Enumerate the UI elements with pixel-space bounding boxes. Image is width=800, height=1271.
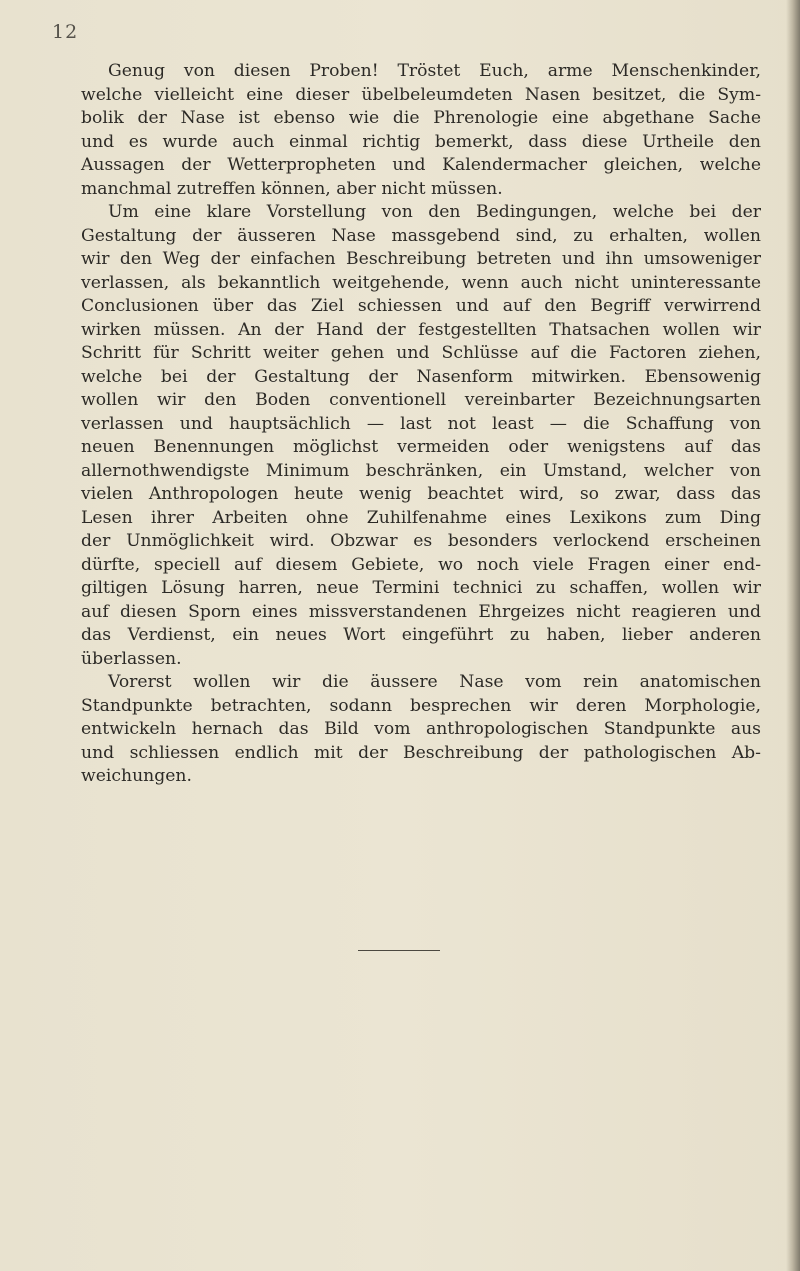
text-line: weichungen. (81, 766, 192, 786)
text-line: giltigen Lösung harren, neue Termini technici zu schaffen, wollen wir (81, 578, 761, 598)
text-line: Um eine klare Vorstellung von den Bedingungen, welche bei der (108, 202, 761, 222)
text-line: Gestaltung der äusseren Nase massgebend sind, zu erhalten, wollen (81, 225, 761, 246)
text-line: neuen Benennungen möglichst vermeiden oder wenigstens auf das (81, 437, 761, 457)
section-divider (358, 950, 440, 951)
page-number: 12 (52, 21, 79, 43)
text-line: Standpunkte betrachten, sodann besprechen wir deren Morphologie, (81, 695, 761, 716)
text-line: verlassen und hauptsächlich — last not least — die Schaffung von (81, 413, 761, 434)
text-line: bolik der Nase ist ebenso wie die Phrenologie eine abgethane Sache (81, 108, 761, 128)
text-line: welche bei der Gestaltung der Nasenform mitwirken. Ebensowenig (81, 366, 761, 387)
body-text (81, 60, 761, 789)
text-line: und es wurde auch einmal richtig bemerkt, dass diese Urtheile den (81, 131, 761, 152)
text-line: allernothwendigste Minimum beschränken, ein Umstand, welcher von (81, 460, 761, 481)
text-line: auf diesen Sporn eines missverstandenen Ehrgeizes nicht reagieren und (81, 601, 761, 622)
text-line: überlassen. (81, 648, 182, 669)
text-line: welche vielleicht eine dieser übelbeleumdeten Nasen besitzet, die Sym- (81, 84, 761, 105)
text-line: Vorerst wollen wir die äussere Nase vom rein anatomischen (108, 672, 761, 692)
text-line: das Verdienst, ein neues Wort eingeführt zu haben, lieber anderen (81, 625, 761, 645)
text-line: Lesen ihrer Arbeiten ohne Zuhilfenahme eines Lexikons zum Ding (81, 507, 761, 528)
text-line: wir den Weg der einfachen Beschreibung betreten und ihn umsoweniger (81, 249, 761, 269)
text-line: dürfte, speciell auf diesem Gebiete, wo noch viele Fragen einer end- (81, 554, 761, 575)
text-line: Aussagen der Wetterpropheten und Kalendermacher gleichen, welche (81, 155, 761, 175)
text-line: und schliessen endlich mit der Beschreibung der pathologischen Ab- (81, 742, 761, 763)
text-line: der Unmöglichkeit wird. Obzwar es besonders verlockend erscheinen (81, 531, 761, 551)
text-line: entwickeln hernach das Bild vom anthropologischen Standpunkte aus (81, 719, 761, 739)
text-line: wirken müssen. An der Hand der festgestellten Thatsachen wollen wir (81, 319, 761, 340)
text-line: wollen wir den Boden conventionell vereinbarter Bezeichnungsarten (81, 390, 761, 410)
text-line: vielen Anthropologen heute wenig beachtet wird, so zwar, dass das (81, 484, 761, 504)
text-line: Conclusionen über das Ziel schiessen und auf den Begriff verwirrend (81, 296, 761, 316)
text-line: manchmal zutreffen können, aber nicht müssen. (81, 178, 503, 199)
text-line: Genug von diesen Proben! Tröstet Euch, arme Menschenkinder, (108, 61, 761, 81)
page-edge-shadow (786, 0, 800, 1271)
text-line: verlassen, als bekanntlich weitgehende, wenn auch nicht uninteressante (81, 272, 761, 293)
text-line: Schritt für Schritt weiter gehen und Schlüsse auf die Factoren ziehen, (81, 343, 761, 363)
